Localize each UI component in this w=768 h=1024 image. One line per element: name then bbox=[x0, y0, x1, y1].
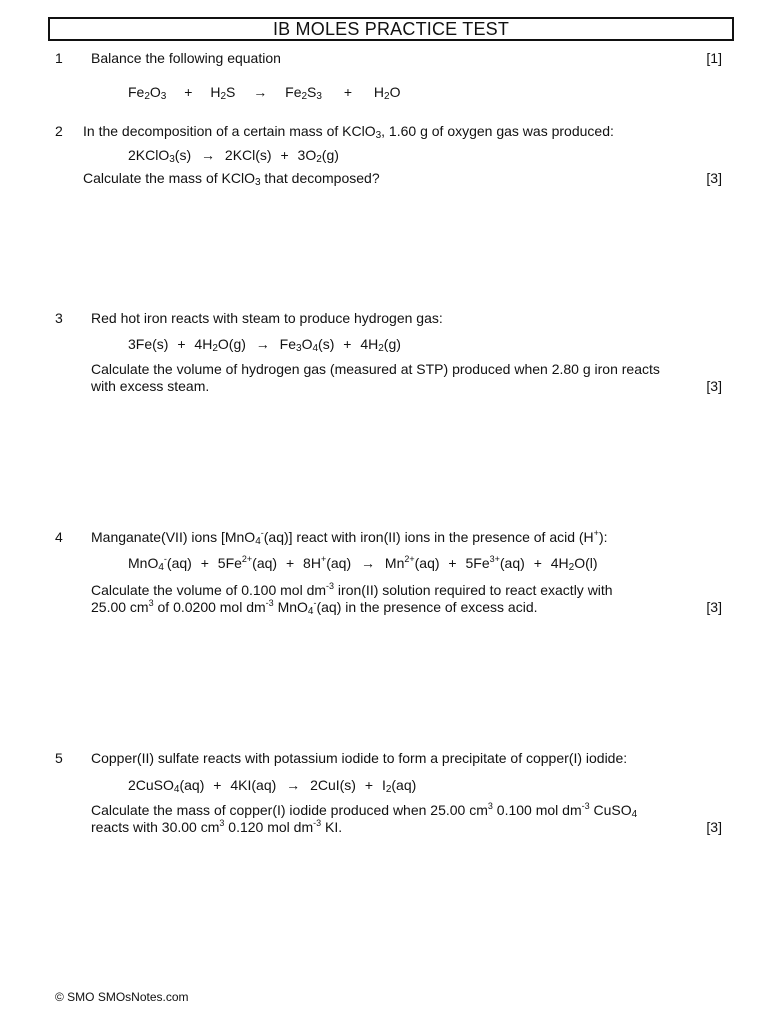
eq-term: (aq) bbox=[414, 555, 440, 571]
question-4-number: 4 bbox=[55, 529, 63, 545]
eq-term: O(g) bbox=[217, 336, 246, 352]
eq-term: (aq) bbox=[252, 555, 278, 571]
eq-term: O bbox=[149, 84, 161, 100]
eq-sub: 2 bbox=[220, 91, 227, 102]
question-5-prompt-line-1 bbox=[91, 802, 637, 819]
eq-term: MnO bbox=[128, 555, 159, 571]
eq-term: O bbox=[301, 336, 313, 352]
question-2-prompt bbox=[83, 170, 380, 187]
text-sub: 4 bbox=[631, 809, 638, 820]
eq-term: H bbox=[373, 84, 385, 100]
eq-plus: + bbox=[448, 555, 457, 571]
text-part: 0.100 mol dm bbox=[492, 802, 582, 818]
question-2-number: 2 bbox=[55, 123, 63, 139]
eq-plus: + bbox=[177, 336, 186, 352]
eq-arrow: → bbox=[255, 336, 270, 352]
question-2-marks: [3] bbox=[706, 170, 722, 186]
text-sub: 4 bbox=[255, 536, 261, 547]
text-sup: 3 bbox=[219, 818, 225, 828]
question-4-text bbox=[91, 529, 608, 546]
question-5-equation bbox=[128, 777, 416, 794]
eq-sub: 2 bbox=[316, 154, 322, 165]
eq-term: S bbox=[307, 84, 317, 100]
eq-term: 2CuI(s) bbox=[310, 777, 356, 793]
eq-term: 3Fe(s) bbox=[128, 336, 169, 352]
text-sup: -3 bbox=[265, 598, 274, 608]
eq-term: 4H bbox=[194, 336, 213, 352]
eq-plus: + bbox=[285, 555, 295, 571]
text-part: Calculate the mass of KClO bbox=[83, 170, 255, 186]
eq-term: (s) bbox=[174, 147, 192, 163]
eq-sub: 2 bbox=[384, 91, 390, 102]
eq-plus: + bbox=[364, 777, 374, 793]
eq-sub: 3 bbox=[296, 343, 302, 354]
question-5-prompt-line-2 bbox=[91, 819, 342, 836]
text-part: KI. bbox=[321, 819, 343, 835]
eq-arrow: → bbox=[361, 555, 376, 571]
eq-sup: + bbox=[320, 554, 327, 564]
eq-term: 2KCl(s) bbox=[224, 147, 272, 163]
eq-term: Fe bbox=[128, 84, 145, 100]
eq-arrow: → bbox=[253, 84, 268, 100]
eq-sub: 2 bbox=[568, 562, 575, 573]
eq-sub: 4 bbox=[158, 562, 164, 573]
page-title: IB MOLES PRACTICE TEST bbox=[48, 17, 734, 41]
text-part: CuSO bbox=[589, 802, 632, 818]
eq-term: (s) bbox=[318, 336, 335, 352]
text-sub: 3 bbox=[254, 177, 261, 188]
eq-term: 2KClO bbox=[128, 147, 170, 163]
text-sup: -3 bbox=[326, 581, 335, 591]
text-part: In the decomposition of a certain mass of KClO bbox=[83, 123, 376, 139]
eq-sub: 4 bbox=[312, 343, 319, 354]
eq-term: (aq) bbox=[326, 555, 352, 571]
question-5-number: 5 bbox=[55, 750, 63, 766]
eq-term: (aq) bbox=[391, 777, 417, 793]
eq-term: Fe bbox=[279, 336, 297, 352]
eq-term: O bbox=[389, 84, 401, 100]
question-3-text: Red hot iron reacts with steam to produce hydrogen gas: bbox=[91, 310, 443, 326]
eq-plus: + bbox=[213, 777, 222, 793]
eq-term: Fe bbox=[285, 84, 302, 100]
text-part: , 1.60 g of oxygen gas was produced: bbox=[381, 123, 614, 139]
eq-plus: + bbox=[533, 555, 542, 571]
question-4-prompt-line-1 bbox=[91, 582, 613, 599]
question-3-number: 3 bbox=[55, 310, 63, 326]
question-2-equation bbox=[128, 147, 339, 164]
eq-term: (aq) bbox=[166, 555, 192, 571]
eq-term: O(l) bbox=[574, 555, 598, 571]
text-sup: 3 bbox=[148, 598, 154, 608]
eq-sup: 2+ bbox=[241, 554, 253, 564]
eq-term: Mn bbox=[384, 555, 405, 571]
eq-plus: + bbox=[280, 147, 289, 163]
text-part: Calculate the mass of copper(I) iodide produced when 25.00 cm bbox=[91, 802, 488, 818]
eq-term: (g) bbox=[321, 147, 339, 163]
text-sub: 3 bbox=[375, 130, 382, 141]
text-part: of 0.0200 mol dm bbox=[153, 599, 266, 615]
eq-sup: - bbox=[163, 554, 167, 564]
question-1-number: 1 bbox=[55, 50, 63, 66]
text-part: ): bbox=[598, 529, 608, 545]
eq-plus: + bbox=[200, 555, 209, 571]
text-sup: + bbox=[593, 528, 599, 538]
text-part: Manganate(VII) ions [MnO bbox=[91, 529, 256, 545]
question-1-text: Balance the following equation bbox=[91, 50, 281, 66]
eq-plus: + bbox=[343, 84, 353, 100]
text-part: that decomposed? bbox=[260, 170, 380, 186]
eq-sub: 3 bbox=[160, 91, 167, 102]
question-5-marks: [3] bbox=[706, 819, 722, 835]
eq-plus: + bbox=[184, 84, 193, 100]
text-part: 25.00 cm bbox=[91, 599, 149, 615]
eq-sub: 2 bbox=[378, 343, 384, 354]
question-3-marks: [3] bbox=[706, 378, 722, 394]
eq-sub: 2 bbox=[385, 784, 392, 795]
eq-term: (aq) bbox=[179, 777, 205, 793]
text-part: iron(II) solution required to react exactly with bbox=[334, 582, 613, 598]
eq-term: 4H bbox=[550, 555, 569, 571]
eq-term: 4KI(aq) bbox=[230, 777, 277, 793]
text-part: (aq) in the presence of excess acid. bbox=[316, 599, 538, 615]
text-sup: - bbox=[313, 598, 317, 608]
text-part: MnO bbox=[273, 599, 308, 615]
eq-term: (g) bbox=[383, 336, 401, 352]
eq-term: (aq) bbox=[499, 555, 525, 571]
eq-sub: 3 bbox=[316, 91, 322, 102]
eq-term: 5Fe bbox=[217, 555, 242, 571]
question-1-marks: [1] bbox=[706, 50, 722, 66]
eq-sub: 3 bbox=[169, 154, 175, 165]
eq-sup: 2+ bbox=[404, 554, 415, 564]
eq-sup: 3+ bbox=[489, 554, 500, 564]
text-part: reacts with 30.00 cm bbox=[91, 819, 220, 835]
text-sub: 4 bbox=[307, 606, 314, 617]
footer-copyright: © SMO SMOsNotes.com bbox=[55, 990, 189, 1004]
question-4-marks: [3] bbox=[706, 599, 722, 615]
eq-arrow: → bbox=[201, 147, 216, 163]
text-part: 0.120 mol dm bbox=[224, 819, 314, 835]
eq-term: 8H bbox=[303, 555, 321, 571]
question-1-equation bbox=[128, 84, 401, 101]
eq-sub: 2 bbox=[144, 91, 150, 102]
eq-term: H bbox=[210, 84, 221, 100]
eq-term: I bbox=[381, 777, 386, 793]
question-5-text: Copper(II) sulfate reacts with potassium iodide to form a precipitate of copper(I) iodide: bbox=[91, 750, 628, 766]
eq-term: 3O bbox=[297, 147, 317, 163]
question-3-prompt-line-2: with excess steam. bbox=[91, 378, 210, 394]
text-part: (aq)] react with iron(II) ions in the presence of acid (H bbox=[263, 529, 594, 545]
text-part: Calculate the volume of 0.100 mol dm bbox=[91, 582, 327, 598]
text-sup: -3 bbox=[581, 801, 590, 811]
eq-term: 4H bbox=[360, 336, 379, 352]
eq-sub: 2 bbox=[301, 91, 308, 102]
eq-term: 2CuSO bbox=[128, 777, 174, 793]
text-sup: -3 bbox=[313, 818, 322, 828]
eq-term: 5Fe bbox=[465, 555, 490, 571]
eq-sub: 2 bbox=[212, 343, 218, 354]
eq-sub: 4 bbox=[173, 784, 180, 795]
question-3-prompt-line-1: Calculate the volume of hydrogen gas (measured at STP) produced when 2.80 g iron reacts bbox=[91, 361, 660, 377]
question-2-text bbox=[83, 123, 614, 140]
text-sup: - bbox=[260, 528, 264, 538]
eq-term: S bbox=[226, 84, 236, 100]
text-sup: 3 bbox=[487, 801, 493, 811]
question-3-equation bbox=[128, 336, 401, 353]
question-4-equation bbox=[128, 555, 598, 572]
question-4-prompt-line-2 bbox=[91, 599, 538, 616]
eq-arrow: → bbox=[286, 777, 301, 793]
eq-plus: + bbox=[343, 336, 352, 352]
